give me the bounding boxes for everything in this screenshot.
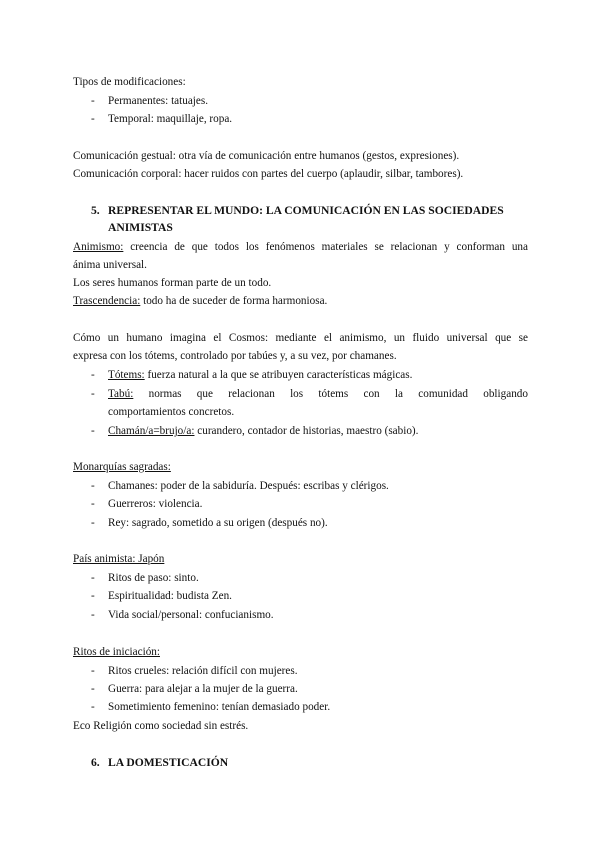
monarquias-title: Monarquías sagradas: [73,461,171,473]
cosmos-paragraph-cont: expresa con los tótems, controlado por tabúes y, a su vez, por chamanes. [73,350,397,362]
list-dash: - [91,425,95,437]
list-item: Vida social/personal: confucianismo. [108,609,274,621]
list-item: Ritos crueles: relación difícil con mujeres. [108,665,298,677]
pais-title: País animista: Japón [73,553,165,565]
animismo-def: creencia de que todos los fenómenos materiales se relacionan y conforman una [123,241,528,253]
eco-religion: Eco Religión como sociedad sin estrés. [73,720,249,732]
list-dash: - [91,498,95,510]
comunicacion-corporal: Comunicación corporal: hacer ruidos con partes del cuerpo (aplaudir, silbar, tambores). [73,168,464,180]
chaman-def: curandero, contador de historias, maestro (sabio). [194,425,419,437]
list-dash: - [91,701,95,713]
list-dash: - [91,572,95,584]
tabu-term: Tabú: [108,388,134,400]
section-heading: REPRESENTAR EL MUNDO: LA COMUNICACIÓN EN LAS SOCIEDADES [108,204,504,217]
animismo-term: Animismo: [73,241,124,253]
list-item: Temporal: maquillaje, ropa. [108,113,233,125]
list-dash: - [91,609,95,621]
seres-humanos: Los seres humanos forman parte de un todo. [73,277,272,289]
section-heading: LA DOMESTICACIÓN [108,756,229,769]
list-dash: - [91,95,95,107]
cosmos-paragraph: Cómo un humano imagina el Cosmos: mediante el animismo, un fluido universal que se [73,332,528,344]
chaman-term: Chamán/a=brujo/a: [108,425,195,437]
list-dash: - [91,683,95,695]
section-number: 6. [91,756,100,769]
animismo-definition [73,240,528,254]
totems-term: Tótems: [108,369,145,381]
section-heading-cont: ANIMISTAS [108,221,173,234]
list-item-totems [108,368,412,382]
tabu-def: normas que relacionan los tótems con la comunidad obligando [133,388,528,400]
tabu-def-cont: comportamientos concretos. [108,406,235,418]
list-item: Guerreros: violencia. [108,498,203,510]
list-item: Guerra: para alejar a la mujer de la guerra. [108,683,298,695]
comunicacion-gestual: Comunicación gestual: otra vía de comunicación entre humanos (gestos, expresiones). [73,150,460,162]
trascendencia-def: todo ha de suceder de forma harmoniosa. [140,295,328,307]
list-dash: - [91,113,95,125]
list-dash: - [91,517,95,529]
trascendencia [73,294,327,308]
list-dash: - [91,369,95,381]
list-dash: - [91,480,95,492]
modificaciones-title: Tipos de modificaciones: [73,76,186,88]
totems-def: fuerza natural a la que se atribuyen características mágicas. [144,369,413,381]
ritos-title: Ritos de iniciación: [73,646,160,658]
list-dash: - [91,388,95,400]
list-item: Rey: sagrado, sometido a su origen (después no). [108,517,328,529]
list-item: Ritos de paso: sinto. [108,572,199,584]
list-item: Chamanes: poder de la sabiduría. Después: escribas y clérigos. [108,480,389,492]
list-item: Sometimiento femenino: tenían demasiado poder. [108,701,331,713]
list-item-tabu [108,387,528,401]
list-item-chaman [108,424,418,438]
list-dash: - [91,590,95,602]
section-number: 5. [91,204,100,217]
animismo-def-cont: ánima universal. [73,259,147,271]
list-dash: - [91,665,95,677]
list-item: Permanentes: tatuajes. [108,95,209,107]
trascendencia-term: Trascendencia: [73,295,141,307]
list-item: Espiritualidad: budista Zen. [108,590,232,602]
